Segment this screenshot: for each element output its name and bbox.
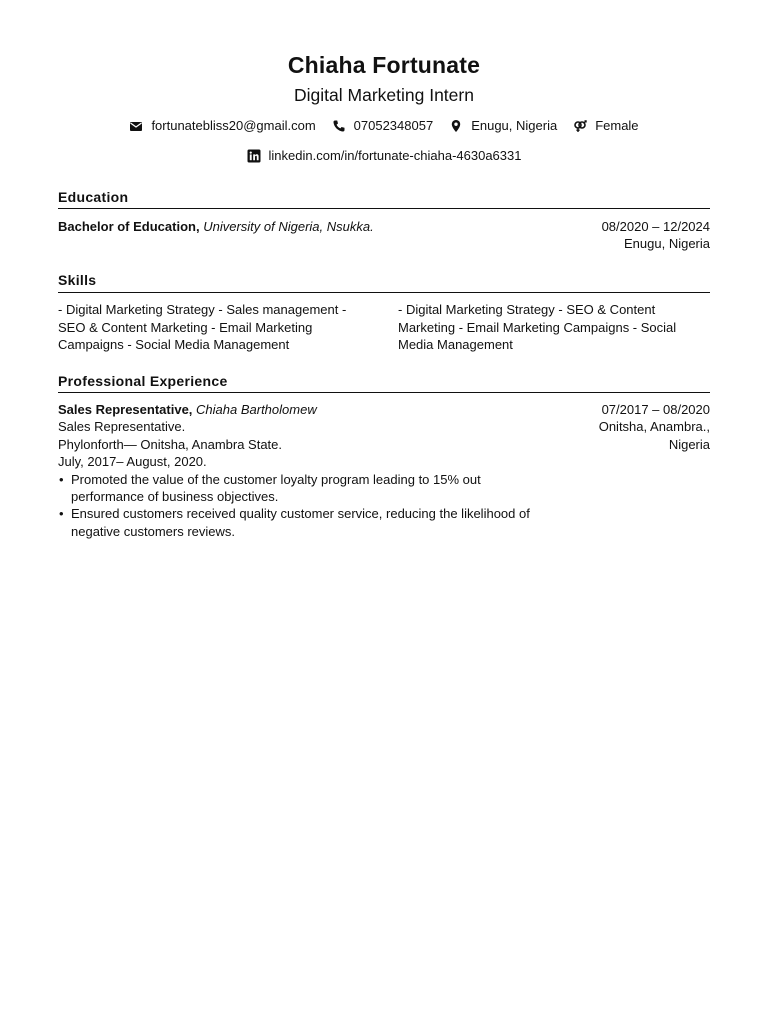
- linkedin-row: [58, 148, 710, 163]
- experience-dates: 07/2017 – 08/2020: [601, 402, 710, 417]
- contact-linkedin[interactable]: [247, 148, 522, 163]
- education-divider: [58, 208, 710, 209]
- skills-divider: [58, 292, 710, 293]
- experience-line: Sales Representative.: [58, 419, 186, 435]
- skills-heading: Skills: [58, 272, 97, 288]
- bullet-line: • Ensured customers received quality customer service, reducing the likelihood of: [71, 506, 530, 522]
- contact-email[interactable]: [129, 118, 315, 133]
- gender-text: Female: [595, 118, 639, 133]
- experience-line: Phylonforth— Onitsha, Anambra State.: [58, 436, 283, 452]
- bullet-line: performance of business objectives.: [71, 489, 279, 505]
- skills-right-column: [398, 301, 708, 354]
- email-text: fortunatebliss20@gmail.com: [151, 118, 316, 133]
- skills-line: - Digital Marketing Strategy - SEO & Content: [398, 302, 656, 317]
- candidate-title: Digital Marketing Intern: [294, 85, 474, 105]
- education-dates: 08/2020 – 12/2024: [601, 219, 710, 234]
- experience-entry: [58, 401, 710, 540]
- skills-line: - Digital Marketing Strategy - Sales management -: [58, 302, 347, 317]
- candidate-name: Chiaha Fortunate: [287, 52, 481, 78]
- experience-location: Onitsha, Anambra.,: [598, 419, 710, 435]
- location-pin-icon: [449, 119, 463, 133]
- gender-icon: [573, 119, 587, 133]
- skills-line: SEO & Content Marketing - Email Marketing: [58, 319, 313, 335]
- education-heading: Education: [58, 189, 129, 205]
- skills-line: Marketing - Email Marketing Campaigns - Social: [398, 319, 677, 335]
- skills-line: Media Management: [398, 337, 513, 353]
- education-location: Enugu, Nigeria: [624, 236, 710, 252]
- experience-bullets: [58, 471, 710, 541]
- experience-heading: Professional Experience: [58, 373, 228, 389]
- linkedin-icon: [247, 149, 261, 163]
- envelope-icon: [129, 119, 143, 133]
- position-text: Sales Representative,: [58, 402, 193, 417]
- experience-divider: [58, 392, 710, 393]
- linkedin-text: linkedin.com/in/fortunate-chiaha-4630a6331: [268, 148, 522, 163]
- skills-left-column: [58, 301, 368, 354]
- bullet-line: • Promoted the value of the customer loyalty program leading to 15% out: [71, 471, 481, 487]
- list-item: [58, 505, 710, 540]
- experience-line: July, 2017– August, 2020.: [58, 454, 207, 470]
- phone-text: 07052348057: [353, 118, 434, 133]
- contact-info-row: [58, 118, 710, 133]
- contact-phone[interactable]: [332, 118, 434, 133]
- contact-location: [449, 118, 557, 133]
- contact-gender: [573, 118, 638, 133]
- degree-text: Bachelor of Education,: [58, 219, 200, 234]
- phone-icon: [332, 119, 346, 133]
- location-text: Enugu, Nigeria: [471, 118, 558, 133]
- skills-line: Campaigns - Social Media Management: [58, 337, 290, 353]
- employer-text: Chiaha Bartholomew: [196, 402, 317, 417]
- list-item: [58, 471, 710, 506]
- education-entry: [58, 218, 710, 252]
- experience-location-country: Nigeria: [668, 436, 710, 452]
- institution-text: University of Nigeria, Nsukka.: [203, 219, 374, 234]
- bullet-line: negative customers reviews.: [71, 523, 236, 539]
